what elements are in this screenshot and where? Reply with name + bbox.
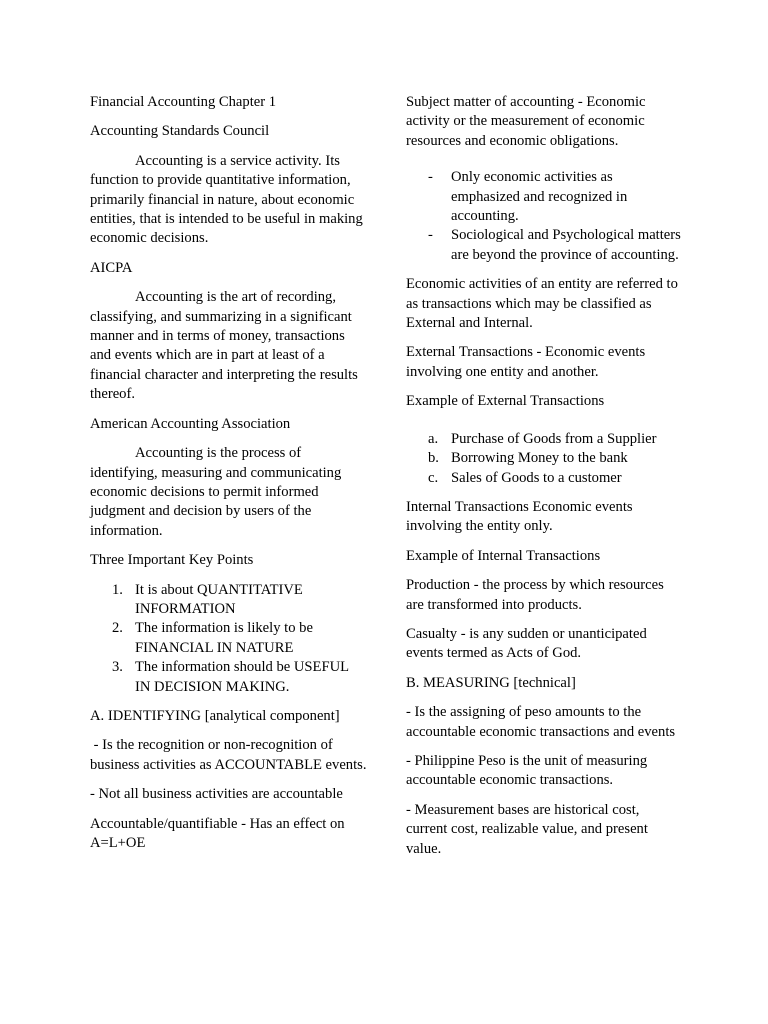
right-column [406, 93, 681, 869]
subject-matter-paragraph: Subject matter of accounting - Economic activity or the measurement of economic resources and economic obligations. [406, 94, 646, 149]
transactions-intro: Economic activities of an entity are referred to as transactions which may be classified as External and Internal. [406, 276, 678, 332]
list-marker: 1. [112, 581, 123, 598]
list-marker: a. [428, 430, 439, 447]
key-points-heading: Three Important Key Points [90, 552, 254, 569]
identifying-paragraph-2: - Not all business activities are accountable [90, 786, 343, 803]
asc-heading: Accounting Standards Council [90, 123, 270, 140]
list-marker: c. [428, 469, 439, 486]
subject-points-list [406, 168, 681, 265]
internal-example-heading: Example of Internal Transactions [406, 547, 601, 564]
list-item [90, 619, 367, 658]
list-marker: b. [428, 450, 439, 467]
list-item [90, 658, 367, 697]
external-definition: External Transactions - Economic events involving one entity and another. [406, 344, 646, 380]
external-example-heading: Example of External Transactions [406, 393, 605, 410]
list-marker: - [428, 169, 433, 186]
asc-definition: Accounting is a service activity. Its function to provide quantitative information, primarily financial in nature, about economic entities, that is intended to be useful in making economic decisions. [90, 152, 363, 247]
internal-definition: Internal Transactions Economic events involving the entity only. [406, 498, 633, 535]
list-item-text: It is about QUANTITATIVE INFORMATION [135, 581, 303, 617]
measuring-paragraph-3: - Measurement bases are historical cost, current cost, realizable value, and present value. [406, 801, 648, 857]
list-item-text: Sociological and Psychological matters are beyond the province of accounting. [451, 227, 681, 263]
list-item [406, 430, 681, 449]
list-item-text: Only economic activities as emphasized and recognized in accounting. [451, 169, 628, 225]
identifying-heading: A. IDENTIFYING [analytical component] [90, 707, 340, 724]
measuring-heading: B. MEASURING [technical] [406, 674, 576, 691]
list-item [406, 449, 681, 468]
key-points-list [90, 581, 367, 697]
aaa-heading: American Accounting Association [90, 415, 291, 432]
identifying-paragraph-1: - Is the recognition or non-recognition of business activities as ACCOUNTABLE events. [90, 737, 367, 773]
identifying-paragraph-3: Accountable/quantifiable - Has an effect on A=L+OE [90, 815, 345, 851]
list-item-text: Borrowing Money to the bank [451, 450, 628, 467]
list-marker: 2. [112, 620, 123, 637]
list-item [406, 226, 681, 265]
aaa-definition: Accounting is the process of identifying, measuring and communicating economic decisions to permit informed judgment and decision by users of the information. [90, 445, 342, 539]
casualty-paragraph: Casualty - is any sudden or unanticipated events termed as Acts of God. [406, 625, 647, 662]
production-paragraph: Production - the process by which resources are transformed into products. [406, 577, 664, 613]
list-item-text: Sales of Goods to a customer [451, 469, 622, 486]
measuring-paragraph-1: - Is the assigning of peso amounts to the accountable economic transactions and events [406, 704, 676, 740]
list-marker: - [428, 227, 433, 244]
aicpa-definition: Accounting is the art of recording, classifying, and summarizing in a significant manner and in terms of money, transactions and events which are in part at least of a financial character and interpreting the results thereof. [90, 289, 358, 403]
list-item [406, 168, 681, 226]
left-column [90, 93, 367, 863]
list-marker: 3. [112, 659, 123, 676]
list-item-text: The information should be USEFUL IN DECISION MAKING. [135, 659, 349, 695]
aicpa-heading: AICPA [90, 259, 133, 276]
measuring-paragraph-2: - Philippine Peso is the unit of measuring accountable economic transactions. [406, 752, 648, 789]
document-title: Financial Accounting Chapter 1 [90, 94, 277, 110]
list-item [406, 469, 681, 488]
list-item-text: The information is likely to be FINANCIAL IN NATURE [135, 620, 313, 656]
list-item [90, 581, 367, 620]
list-item-text: Purchase of Goods from a Supplier [451, 430, 657, 447]
external-examples-list [406, 430, 681, 488]
